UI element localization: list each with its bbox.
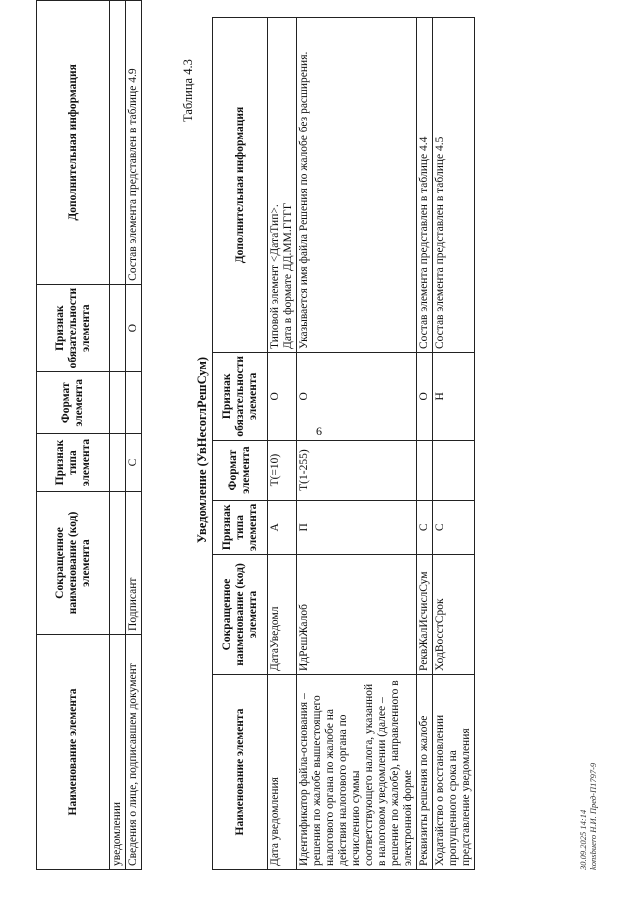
table-notice bbox=[212, 17, 475, 870]
cell: Состав элемента представлен в таблице 4.4 bbox=[417, 18, 433, 353]
page-number: 6 bbox=[316, 424, 322, 438]
cell bbox=[417, 440, 433, 500]
header-required: Признак обязательности элемента bbox=[213, 353, 268, 441]
cell: О bbox=[268, 353, 297, 441]
cell: Н bbox=[433, 353, 475, 441]
table1-header-row bbox=[37, 1, 110, 870]
cell: С bbox=[433, 500, 475, 554]
header-name: Наименование элемента bbox=[213, 675, 268, 870]
table-continued bbox=[36, 0, 142, 870]
header-name: Наименование элемента bbox=[37, 634, 110, 869]
cell: Ходатайство о восстановлении пропущенного срока на представление уведомления bbox=[433, 675, 475, 870]
cell: Состав элемента представлен в таблице 4.5 bbox=[433, 18, 475, 353]
print-stamp bbox=[578, 763, 598, 870]
cell: Дата уведомления bbox=[268, 675, 297, 870]
cell: Сведения о лице, подписавшем документ bbox=[126, 634, 142, 869]
table-row bbox=[417, 18, 433, 870]
cell: Идентификатор файла-основания – решения по жалобе вышестоящего налогового органа по жалобе на действия налогового органа по исчислению суммы соответствующего налога, указанной в налоговом уведомлении (далее – решение по жалобе), направленного в электронной форме bbox=[297, 675, 417, 870]
cell: А bbox=[268, 500, 297, 554]
cell bbox=[110, 284, 126, 372]
header-type: Признак типа элемента bbox=[213, 500, 268, 554]
stamp-line: 30.09.2025 14:14 bbox=[578, 809, 588, 870]
table-row bbox=[433, 18, 475, 870]
table-row bbox=[126, 1, 142, 870]
header-type: Признак типа элемента bbox=[37, 434, 110, 492]
cell: уведомлении bbox=[110, 634, 126, 869]
cell bbox=[433, 440, 475, 500]
cell: ХодВосстСрок bbox=[433, 555, 475, 675]
header-required: Признак обязательности элемента bbox=[37, 284, 110, 372]
stamp-line: konsbuero Н.И. Пред-П1797-9 bbox=[588, 762, 598, 870]
header-code: Сокращенное наименование (код) элемента bbox=[37, 492, 110, 635]
header-format: Формат элемента bbox=[37, 372, 110, 434]
cell: Типовой элемент <ДатаТип>. Дата в формате ДД.ММ.ГГГГ bbox=[268, 18, 297, 353]
table-row bbox=[297, 18, 417, 870]
cell: Состав элемента представлен в таблице 4.9 bbox=[126, 1, 142, 285]
cell: С bbox=[417, 500, 433, 554]
cell: Подписант bbox=[126, 492, 142, 635]
cell bbox=[110, 434, 126, 492]
cell bbox=[126, 372, 142, 434]
cell: T(=10) bbox=[268, 440, 297, 500]
table-row bbox=[110, 1, 126, 870]
cell: Указывается имя файла Решения по жалобе без расширения. bbox=[297, 18, 417, 353]
cell: О bbox=[417, 353, 433, 441]
cell bbox=[110, 372, 126, 434]
header-code: Сокращенное наименование (код) элемента bbox=[213, 555, 268, 675]
cell: Реквизиты решения по жалобе bbox=[417, 675, 433, 870]
cell: П bbox=[297, 500, 417, 554]
cell bbox=[110, 492, 126, 635]
table-title: Уведомление (УвНесоглРешСум) bbox=[195, 356, 209, 544]
header-format: Формат элемента bbox=[213, 440, 268, 500]
header-info: Дополнительная информация bbox=[213, 18, 268, 353]
cell bbox=[110, 1, 126, 285]
table2-header-row bbox=[213, 18, 268, 870]
cell: ИдРешЖалоб bbox=[297, 555, 417, 675]
cell: О bbox=[126, 284, 142, 372]
header-info: Дополнительная информация bbox=[37, 1, 110, 285]
cell: О bbox=[297, 353, 417, 441]
cell: T(1-255) bbox=[297, 440, 417, 500]
table-row bbox=[268, 18, 297, 870]
cell: ДатаУведомл bbox=[268, 555, 297, 675]
cell: РеквЖалИсчислСум bbox=[417, 555, 433, 675]
cell: С bbox=[126, 434, 142, 492]
table-number: Таблица 4.3 bbox=[181, 59, 195, 122]
